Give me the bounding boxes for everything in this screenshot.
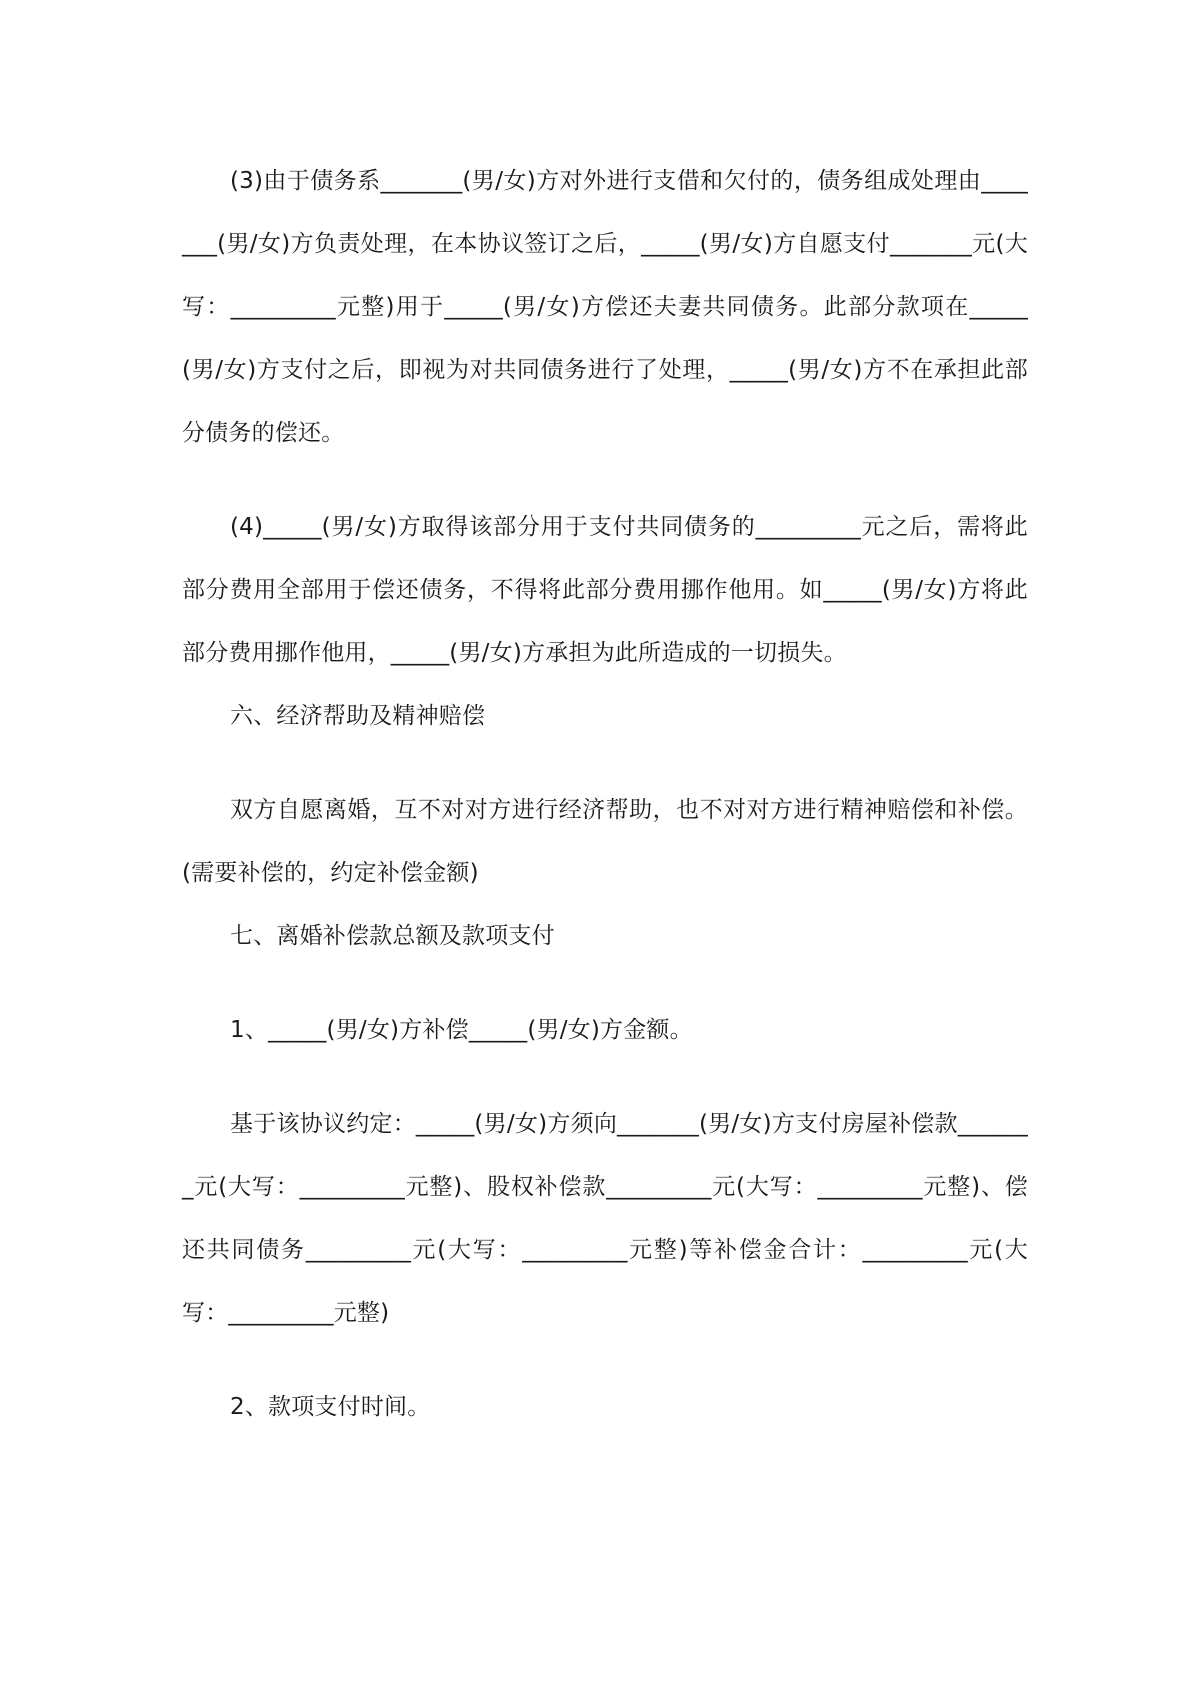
clause-debt-4: (4)_____(男/女)方取得该部分用于支付共同债务的_________元之后，需将此部分费用全部用于偿还债务，不得将此部分费用挪作他用。如_____(男/女)方将此部分费用挪作他用，_____(男/女)方承担为此所造成的一切损失。 (182, 514, 1028, 666)
section-6-heading: 六、经济帮助及精神赔偿 (230, 703, 486, 729)
section-7-item-2: 2、款项支付时间。 (230, 1394, 431, 1420)
section-6-body: 双方自愿离婚，互不对对方进行经济帮助，也不对对方进行精神赔偿和补偿。(需要补偿的，约定补偿金额) (182, 797, 1028, 886)
section-7-heading: 七、离婚补偿款总额及款项支付 (230, 923, 555, 949)
section-7-basis: 基于该协议约定：_____(男/女)方须向_______(男/女)方支付房屋补偿款_______元(大写：_________元整)、股权补偿款_________元(大写：_________元整)、偿还共同债务_________元(大写：_________元整)等补偿金合计：_________元(大写：_________元整) (182, 1111, 1028, 1326)
document-body (182, 150, 1028, 1439)
clause-debt-3: (3)由于债务系_______(男/女)方对外进行支借和欠付的，债务组成处理由_______(男/女)方负责处理，在本协议签订之后，_____(男/女)方自愿支付_______元(大写：_________元整)用于_____(男/女)方偿还夫妻共同债务。此部分款项在_____(男/女)方支付之后，即视为对共同债务进行了处理，_____(男/女)方不在承担此部分债务的偿还。 (182, 168, 1028, 446)
section-7-item-1: 1、_____(男/女)方补偿_____(男/女)方金额。 (230, 1017, 693, 1043)
